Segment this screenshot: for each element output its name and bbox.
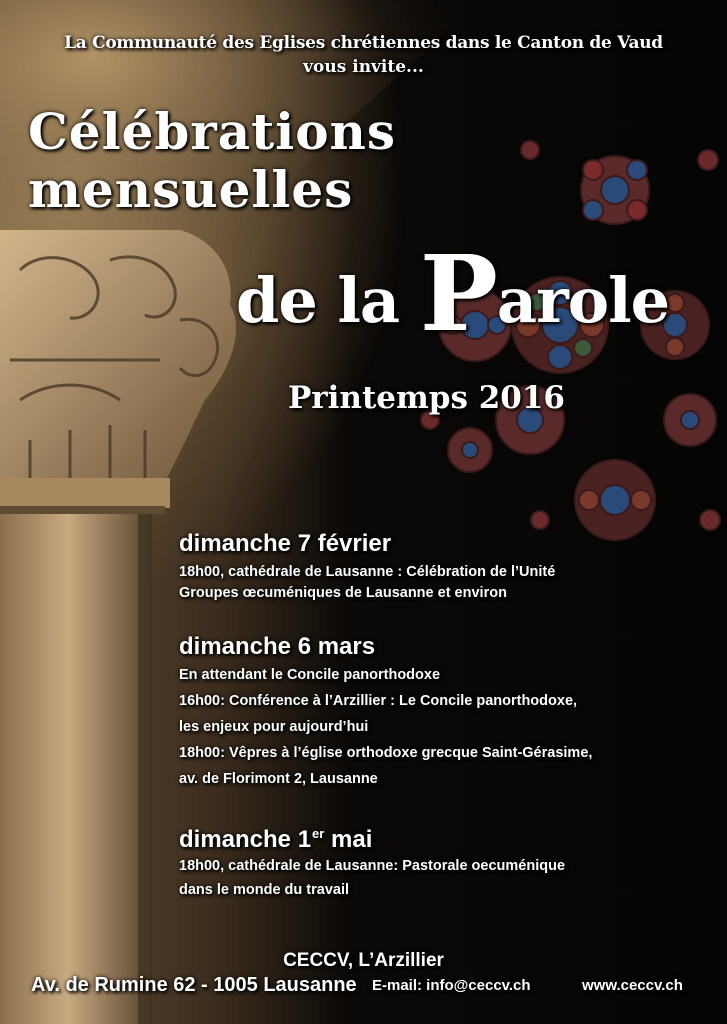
title-prefix: de la <box>236 264 420 337</box>
season-label: Printemps 2016 <box>288 380 566 416</box>
event-date-suffix: mai <box>324 826 373 853</box>
event-date-superscript: er <box>312 826 325 841</box>
title-capital-p: P <box>419 232 497 355</box>
event-date-prefix: dimanche 1 <box>179 826 312 853</box>
event-date: dimanche 7 février <box>179 530 392 557</box>
title-mensuelles: mensuelles <box>28 160 354 219</box>
event-detail: 18h00, cathédrale de Lausanne : Célébration de l’Unité <box>179 564 556 580</box>
event-detail: Groupes œcuméniques de Lausanne et environ <box>179 585 507 601</box>
footer-address: Av. de Rumine 62 - 1005 Lausanne <box>31 974 357 996</box>
event-date <box>179 826 372 854</box>
event-date: dimanche 6 mars <box>179 633 376 660</box>
event-detail: dans le monde du travail <box>179 882 350 898</box>
title-rest: arole <box>496 264 670 337</box>
event-detail: En attendant le Concile panorthodoxe <box>179 667 441 683</box>
event-detail: 18h00, cathédrale de Lausanne: Pastorale oecuménique <box>179 858 566 874</box>
invitation-subline: vous invite... <box>303 57 424 77</box>
title-de-la-parole <box>236 232 669 355</box>
event-detail: les enjeux pour aujourd’hui <box>179 719 369 735</box>
footer-email[interactable]: E-mail: info@ceccv.ch <box>372 977 531 994</box>
event-detail: 16h00: Conférence à l’Arzillier : Le Concile panorthodoxe, <box>179 693 578 709</box>
event-detail: 18h00: Vêpres à l’église orthodoxe grecque Saint-Gérasime, <box>179 745 593 761</box>
footer-website[interactable]: www.ceccv.ch <box>582 977 683 994</box>
invitation-line: La Communauté des Eglises chrétiennes dans le Canton de Vaud <box>64 33 663 53</box>
event-detail: av. de Florimont 2, Lausanne <box>179 771 378 787</box>
footer-organization: CECCV, L’Arzillier <box>283 950 444 971</box>
title-celebrations: Célébrations <box>28 102 397 161</box>
